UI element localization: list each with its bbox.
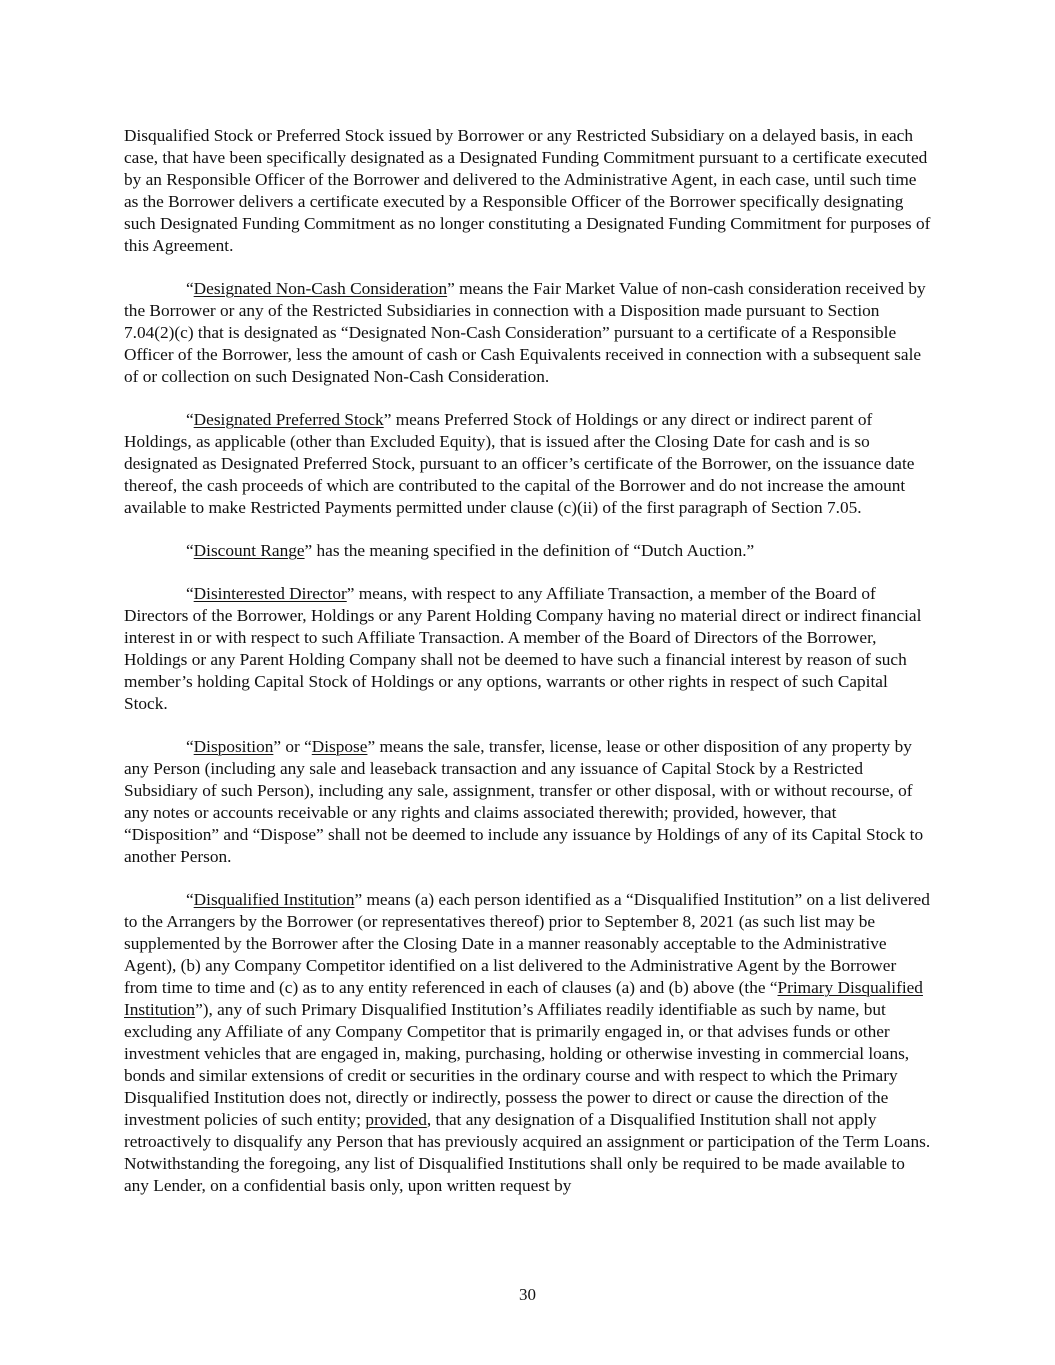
defined-term: Primary Disqualified Institution [124,978,923,1019]
definition-discount-range [124,540,934,562]
definition-text: , that any designation of a Disqualified Institution shall not apply retroactively to disqualify any Person that has previously acquired an assignment or participation of the Term Loans. Notwithstanding the foregoing, any list of Disqualified Institutions shall only be required to be made available to any Lender, on a confidential basis only, upon written request by [124,1110,931,1195]
definition-disposition [124,736,934,868]
definition-text: ” has the meaning specified in the definition of “Dutch Auction.” [304,541,755,560]
definition-disqualified-institution [124,889,934,1197]
quote-open: “ [186,890,194,909]
definition-designated-preferred-stock [124,409,934,519]
defined-term: provided [365,1110,427,1129]
definition-text: ” means, with respect to any Affiliate Transaction, a member of the Board of Directors of the Borrower, Holdings or any Parent Holding Company having no material direct or indirect financial interest in or with respect to such Affiliate Transaction. A member of the Board of Directors of the Borrower, Holdings or any Parent Holding Company shall not be deemed to have such a financial interest by reason of such member’s holding Capital Stock of Holdings or any options, warrants or other rights in respect of such Capital Stock. [124,584,922,713]
definition-text: ” means the Fair Market Value of non-cash consideration received by the Borrower or any of the Restricted Subsidiaries in connection with a Disposition made pursuant to Section 7.04(2)(c) that is designated as “Designated Non-Cash Consideration” pursuant to a certificate of a Responsible Officer of the Borrower, less the amount of cash or Cash Equivalents received in connection with a subsequent sale of or collection on such Designated Non-Cash Consideration. [124,279,926,386]
paragraph-continuation [124,125,934,257]
definition-disinterested-director [124,583,934,715]
quote-open: “ [186,541,194,560]
defined-term: Discount Range [193,541,305,560]
page-number: 30 [519,1285,536,1304]
defined-term: Disinterested Director [193,584,347,603]
defined-term: Dispose [311,737,368,756]
quote-open: “ [186,584,194,603]
defined-term: Disposition [193,737,274,756]
quote-open: “ [186,737,194,756]
defined-term: Disqualified Institution [193,890,355,909]
definition-text: ” means the sale, transfer, license, lease or other disposition of any property by any Person (including any sale and leaseback transaction and any issuance of Capital Stock by a Restricted Subsidiary of such Person), including any sale, assignment, transfer or other disposal, with or without recourse, of any notes or accounts receivable or any rights and claims associated therewith; provided, however, that “Disposition” and “Dispose” shall not be deemed to include any issuance by Holdings of any of its Capital Stock to another Person. [124,737,924,866]
definition-text: ” means Preferred Stock of Holdings or any direct or indirect parent of Holdings, as applicable (other than Excluded Equity), that is issued after the Closing Date for cash and is so designated as Designated Preferred Stock, pursuant to an officer’s certificate of the Borrower, on the issuance date thereof, the cash proceeds of which are contributed to the capital of the Borrower and do not increase the amount available to make Restricted Payments permitted under clause (c)(ii) of the first paragraph of Section 7.05. [124,410,915,517]
defined-term: Designated Non-Cash Consideration [193,279,448,298]
definition-text: ” or “ [273,737,312,756]
quote-open: “ [186,410,194,429]
quote-open: “ [186,279,194,298]
definition-text: ” means (a) each person identified as a “Disqualified Institution” on a list delivered to the Arrangers by the Borrower (or representatives thereof) prior to September 8, 2021 (as such list may be supplemented by the Borrower after the Closing Date in a manner reasonably acceptable to the Administrative Agent), (b) any Company Competitor identified on a list delivered to the Administrative Agent by the Borrower from time to time and (c) as to any entity referenced in each of clauses (a) and (b) above (the “ [124,890,930,997]
definition-text: ”), any of such Primary Disqualified Institution’s Affiliates readily identifiable as such by name, but excluding any Affiliate of any Company Competitor that is primarily engaged in, or that advises funds or other investment vehicles that are engaged in, making, purchasing, holding or otherwise investing in commercial loans, bonds and similar extensions of credit or securities in the ordinary course and with respect to which the Primary Disqualified Institution does not, directly or indirectly, possess the power to direct or cause the direction of the investment policies of such entity; [124,1000,910,1129]
defined-term: Designated Preferred Stock [193,410,384,429]
definition-designated-non-cash-consideration [124,278,934,388]
document-body [124,125,934,1218]
paragraph-text: Disqualified Stock or Preferred Stock issued by Borrower or any Restricted Subsidiary on a delayed basis, in each case, that have been specifically designated as a Designated Funding Commitment pursuant to a certificate executed by an Responsible Officer of the Borrower and delivered to the Administrative Agent, in each case, until such time as the Borrower delivers a certificate executed by a Responsible Officer of the Borrower specifically designating such Designated Funding Commitment as no longer constituting a Designated Funding Commitment for purposes of this Agreement. [124,126,931,255]
